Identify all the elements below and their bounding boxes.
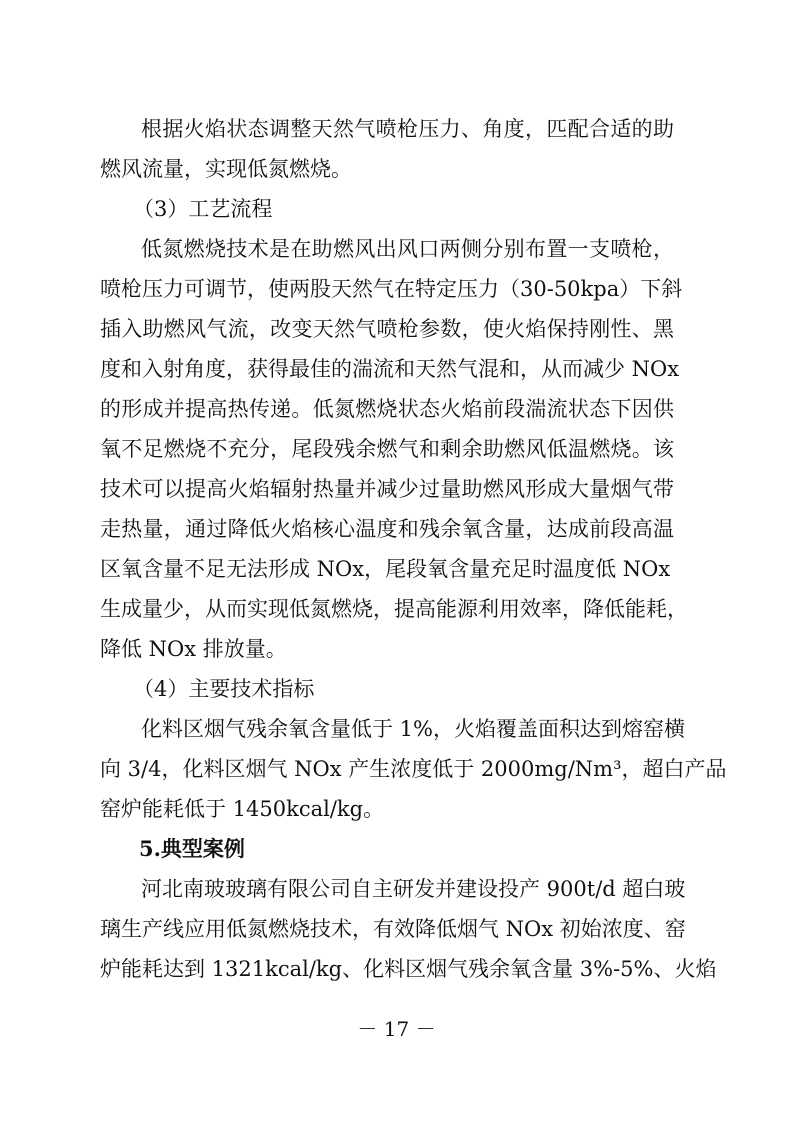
- page-number: － 17 －: [357, 1017, 436, 1041]
- paragraph-4-line-1: 河北南玻玻璃有限公司自主研发并建设投产 900t/d 超白玻: [141, 877, 686, 901]
- paragraph-3-line-3: 窑炉能耗低于 1450kcal/kg。: [100, 797, 385, 821]
- paragraph-1-line-1: 根据火焰状态调整天然气喷枪压力、角度，匹配合适的助: [141, 117, 674, 141]
- paragraph-2-line-11: 降低 NOx 排放量。: [100, 637, 287, 661]
- paragraph-2-line-4: 度和入射角度，获得最佳的湍流和天然气混和，从而减少 NOx: [100, 357, 680, 381]
- heading-main-indicators: （4）主要技术指标: [133, 677, 315, 701]
- paragraph-3-line-1: 化料区烟气残余氧含量低于 1%，火焰覆盖面积达到熔窑横: [141, 717, 685, 741]
- heading-process-flow: （3）工艺流程: [133, 197, 273, 221]
- paragraph-2-line-6: 氧不足燃烧不充分，尾段残余燃气和剩余助燃风低温燃烧。该: [100, 437, 674, 461]
- paragraph-4-line-3: 炉能耗达到 1321kcal/kg、化料区烟气残余氧含量 3%-5%、火焰: [100, 957, 717, 981]
- paragraph-2-line-10: 生成量少，从而实现低氮燃烧，提高能源利用效率，降低能耗，: [100, 597, 688, 621]
- section-heading-typical-case: 5.典型案例: [139, 836, 245, 861]
- paragraph-2-line-3: 插入助燃风气流，改变天然气喷枪参数，使火焰保持刚性、黑: [100, 317, 674, 341]
- paragraph-1-line-2: 燃风流量，实现低氮燃烧。: [100, 157, 352, 181]
- paragraph-4-line-2: 璃生产线应用低氮燃烧技术，有效降低烟气 NOx 初始浓度、窑: [100, 917, 686, 941]
- paragraph-3-line-2: 向 3/4，化料区烟气 NOx 产生浓度低于 2000mg/Nm³，超白产品: [100, 757, 727, 781]
- paragraph-2-line-9: 区氧含量不足无法形成 NOx，尾段氧含量充足时温度低 NOx: [100, 557, 671, 581]
- paragraph-2-line-1: 低氮燃烧技术是在助燃风出风口两侧分别布置一支喷枪，: [141, 237, 674, 261]
- paragraph-2-line-2: 喷枪压力可调节，使两股天然气在特定压力（30-50kpa）下斜: [100, 277, 683, 301]
- paragraph-2-line-7: 技术可以提高火焰辐射热量并减少过量助燃风形成大量烟气带: [100, 477, 674, 501]
- paragraph-2-line-8: 走热量，通过降低火焰核心温度和残余氧含量，达成前段高温: [100, 517, 674, 541]
- paragraph-2-line-5: 的形成并提高热传递。低氮燃烧状态火焰前段湍流状态下因供: [100, 397, 674, 421]
